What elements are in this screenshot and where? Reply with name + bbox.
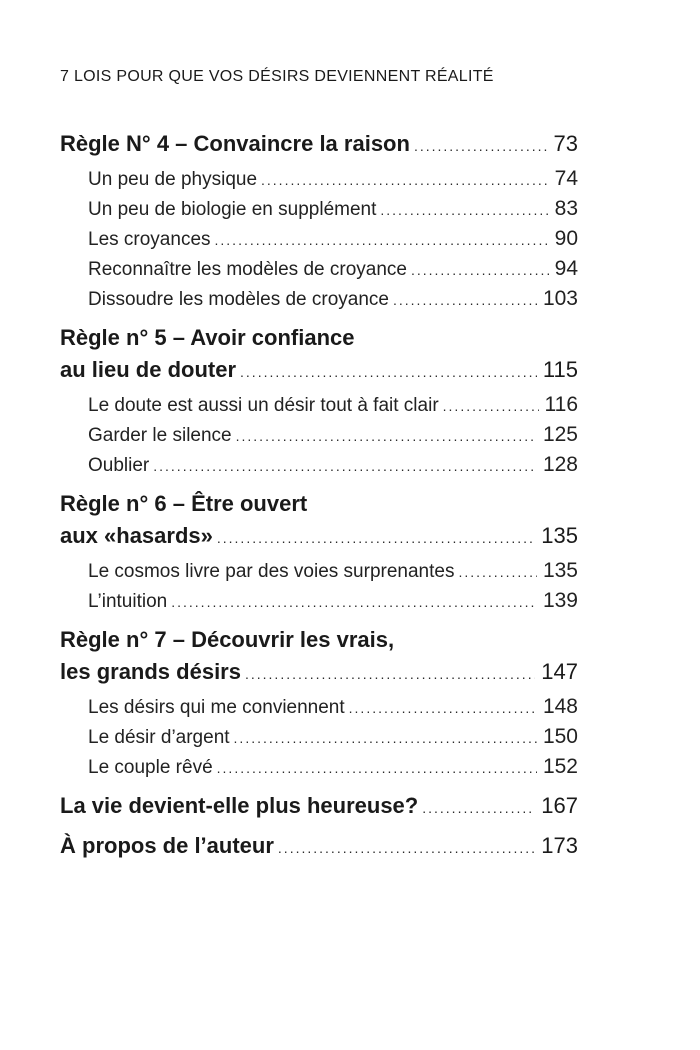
section-title: Le cosmos livre par des voies surprenantes bbox=[88, 561, 455, 582]
section-title: Garder le silence bbox=[88, 425, 232, 446]
chapter-entry-continued[interactable] bbox=[60, 520, 578, 552]
section-title: Le désir d’argent bbox=[88, 727, 230, 748]
chapter-title-continued: au lieu de douter bbox=[60, 357, 237, 382]
section-title: Le couple rêvé bbox=[88, 757, 213, 778]
dot-leader bbox=[411, 255, 549, 285]
section-page-number: 103 bbox=[542, 287, 578, 310]
section-title: Reconnaître les modèles de croyance bbox=[88, 259, 407, 280]
chapter-title: La vie devient-elle plus heureuse? bbox=[60, 793, 419, 818]
dot-leader bbox=[278, 832, 535, 864]
section-list bbox=[60, 164, 578, 314]
dot-leader bbox=[245, 658, 535, 690]
chapter-entry[interactable] bbox=[60, 488, 578, 520]
chapter-page-number: 167 bbox=[541, 793, 578, 818]
section-page-number: 150 bbox=[542, 725, 578, 748]
chapter-page-number: 115 bbox=[542, 357, 578, 382]
chapter-title: À propos de l’auteur bbox=[60, 833, 274, 858]
section-title: Un peu de biologie en supplément bbox=[88, 199, 377, 220]
dot-leader bbox=[422, 792, 535, 824]
dot-leader bbox=[234, 723, 537, 753]
dot-leader bbox=[443, 391, 539, 421]
section-entry[interactable] bbox=[88, 586, 578, 616]
toc-chapter-regle-4 bbox=[60, 128, 578, 314]
section-title: Les désirs qui me conviennent bbox=[88, 697, 345, 718]
section-entry[interactable] bbox=[88, 254, 578, 284]
toc-chapter-about-author bbox=[60, 830, 578, 862]
section-page-number: 128 bbox=[542, 453, 578, 476]
running-head: 7 LOIS POUR QUE VOS DÉSIRS DEVIENNENT RÉALITÉ bbox=[60, 68, 494, 85]
toc-chapter-conclusion bbox=[60, 790, 578, 822]
dot-leader bbox=[240, 356, 537, 388]
section-list bbox=[60, 692, 578, 782]
section-title: Dissoudre les modèles de croyance bbox=[88, 289, 389, 310]
toc-chapter-regle-7 bbox=[60, 624, 578, 782]
section-entry[interactable] bbox=[88, 556, 578, 586]
chapter-entry[interactable] bbox=[60, 322, 578, 354]
section-list bbox=[60, 556, 578, 616]
section-entry[interactable] bbox=[88, 224, 578, 254]
section-page-number: 116 bbox=[544, 393, 578, 416]
dot-leader bbox=[414, 130, 548, 162]
chapter-page-number: 73 bbox=[553, 131, 578, 156]
section-page-number: 135 bbox=[542, 559, 578, 582]
dot-leader bbox=[261, 165, 549, 195]
chapter-title: Règle N° 4 – Convaincre la raison bbox=[60, 131, 410, 156]
dot-leader bbox=[236, 421, 537, 451]
chapter-entry[interactable] bbox=[60, 128, 578, 160]
section-title: Les croyances bbox=[88, 229, 211, 250]
dot-leader bbox=[153, 451, 537, 481]
chapter-entry[interactable] bbox=[60, 790, 578, 822]
toc-chapter-regle-5 bbox=[60, 322, 578, 480]
chapter-title: Règle n° 6 – Être ouvert bbox=[60, 491, 308, 516]
dot-leader bbox=[349, 693, 537, 723]
section-page-number: 125 bbox=[542, 423, 578, 446]
section-entry[interactable] bbox=[88, 722, 578, 752]
section-page-number: 90 bbox=[554, 227, 578, 250]
section-entry[interactable] bbox=[88, 390, 578, 420]
section-entry[interactable] bbox=[88, 164, 578, 194]
dot-leader bbox=[215, 225, 549, 255]
dot-leader bbox=[217, 753, 537, 783]
chapter-entry[interactable] bbox=[60, 624, 578, 656]
section-entry[interactable] bbox=[88, 194, 578, 224]
chapter-title: Règle n° 7 – Découvrir les vrais, bbox=[60, 627, 395, 652]
chapter-page-number: 147 bbox=[541, 659, 578, 684]
dot-leader bbox=[458, 557, 536, 587]
toc-chapter-regle-6 bbox=[60, 488, 578, 616]
section-title: L’intuition bbox=[88, 591, 168, 612]
section-page-number: 94 bbox=[554, 257, 578, 280]
section-entry[interactable] bbox=[88, 284, 578, 314]
section-page-number: 148 bbox=[542, 695, 578, 718]
chapter-page-number: 135 bbox=[541, 523, 578, 548]
section-page-number: 74 bbox=[554, 167, 578, 190]
dot-leader bbox=[380, 195, 548, 225]
chapter-page-number: 173 bbox=[541, 833, 578, 858]
table-of-contents bbox=[60, 128, 578, 862]
section-entry[interactable] bbox=[88, 692, 578, 722]
chapter-title-continued: les grands désirs bbox=[60, 659, 241, 684]
chapter-title-continued: aux «hasards» bbox=[60, 523, 213, 548]
section-title: Un peu de physique bbox=[88, 169, 258, 190]
chapter-title: Règle n° 5 – Avoir confiance bbox=[60, 325, 355, 350]
dot-leader bbox=[217, 522, 535, 554]
section-title: Oublier bbox=[88, 455, 150, 476]
chapter-entry-continued[interactable] bbox=[60, 354, 578, 386]
section-entry[interactable] bbox=[88, 420, 578, 450]
section-list bbox=[60, 390, 578, 480]
section-page-number: 83 bbox=[554, 197, 578, 220]
dot-leader bbox=[171, 587, 537, 617]
dot-leader bbox=[393, 285, 537, 315]
chapter-entry-continued[interactable] bbox=[60, 656, 578, 688]
section-title: Le doute est aussi un désir tout à fait clair bbox=[88, 395, 439, 416]
chapter-entry[interactable] bbox=[60, 830, 578, 862]
section-entry[interactable] bbox=[88, 450, 578, 480]
section-entry[interactable] bbox=[88, 752, 578, 782]
section-page-number: 152 bbox=[542, 755, 578, 778]
section-page-number: 139 bbox=[542, 589, 578, 612]
